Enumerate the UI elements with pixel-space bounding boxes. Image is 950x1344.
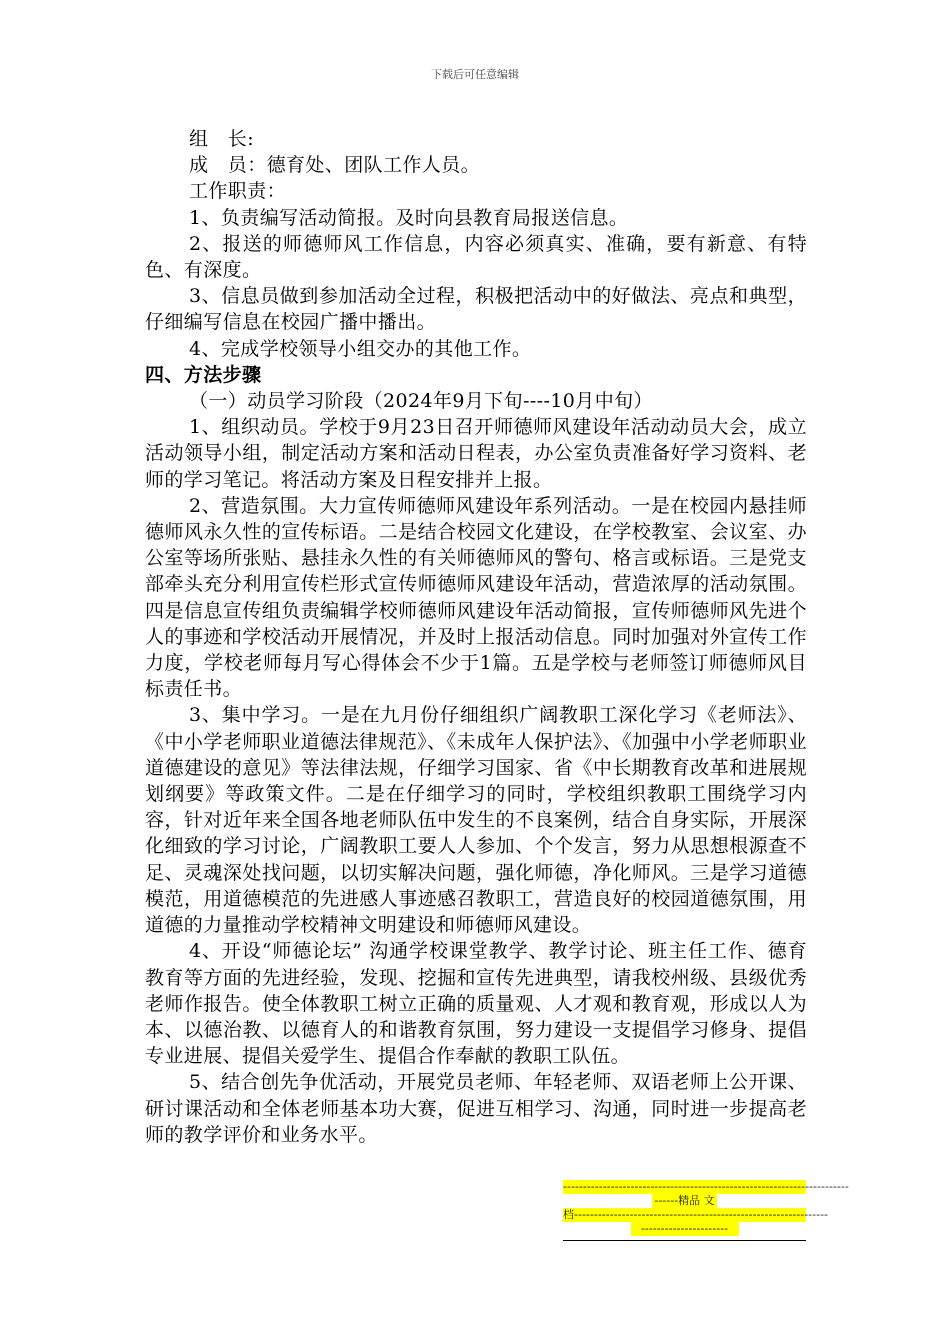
paragraph-step-3: 3、集中学习。一是在九月份仔细组织广阔教职工深化学习《老师法》、《中小学老师职业道德法律规范》、《未成年人保护法》、《加强中小学老师职业道德建设的意见》等法律法规，仔细学习国家、省《中长期教育改革和进展规划纲要》等政策文件。二是在仔细学习的同时，学校组织教职工围绕学习内容，针对近年来全国各地老师队伍中发生的不良案例，结合自身实际，开展深化细致的学习讨论，广阔教职工要人人参加、个个发言，努力从思想根源查不足、灵魂深处找问题，以切实解决问题，强化师德，净化师风。三是学习道德模范，用道德模范的先进感人事迹感召教职工，营造良好的校园道德氛围，用道德的力量推动学校精神文明建设和师德师风建设。 [145, 704, 807, 937]
paragraph-duty-2: 2、报送的师德师风工作信息，内容必须真实、准确，要有新意、有特色、有深度。 [145, 232, 807, 282]
footer-stamp [563, 1180, 849, 1241]
stamp-rule [563, 1240, 806, 1241]
paragraph-leader: 组 长: [189, 128, 255, 150]
paragraph-duty-1: 1、负责编写活动简报。及时向县教育局报送信息。 [189, 206, 629, 229]
document-body [145, 126, 807, 1148]
paragraph-duties-title: 工作职责： [189, 180, 287, 203]
paragraph-step-5: 5、结合创先争优活动，开展党员老师、年轻老师、双语老师上公开课、研讨课活动和全体老师基本功大赛，促进互相学习、沟通，同时进一步提高老师的教学评价和业务水平。 [145, 1071, 807, 1146]
stamp-label-bottom: 档---------------------------------------------------------------- [563, 1208, 829, 1221]
section-heading-methods: 四、方法步骤 [145, 363, 262, 386]
paragraph-step-1: 1、组织动员。学校于9月23日召开师德师风建设年活动动员大会，成立活动领导小组，制定活动方案和活动日程表，办公室负责准备好学习资料、老师的学习笔记。将活动方案及日程安排并上报。 [145, 416, 807, 491]
stamp-line-bottom: ---------------------- [631, 1222, 739, 1236]
paragraph-members: 成 员：德育处、团队工作人员。 [189, 154, 481, 177]
paragraph-duty-4: 4、完成学校领导小组交办的其他工作。 [189, 337, 532, 360]
paragraph-step-4: 4、开设“师德论坛” 沟通学校课堂教学、教学讨论、班主任工作、德育教育等方面的先进经验，发现、挖掘和宣传先进典型，请我校州级、县级优秀老师作报告。使全体教职工树立正确的质量观、人才观和教育观，形成以人为本、以德治教、以德育人的和谐教育氛围，努力建设一支提倡学习修身、提倡专业进展、提倡关爱学生、提倡合作奉献的教职工队伍。 [145, 940, 807, 1068]
stamp-line-top: ------------------------------------------------------------------------ [563, 1180, 849, 1193]
stamp-label-top: ------精品 文 [654, 1194, 715, 1207]
paragraph-duty-3: 3、信息员做到参加活动全过程，积极把活动中的好做法、亮点和典型，仔细编写信息在校园广播中播出。 [145, 285, 807, 334]
paragraph-phase-title: （一）动员学习阶段（2024年9月下旬----10月中旬） [189, 390, 653, 413]
paragraph-step-2: 2、营造氛围。大力宣传师德师风建设年系列活动。一是在校园内悬挂师德师风永久性的宣传标语。二是结合校园文化建设，在学校教室、会议室、办公室等场所张贴、悬挂永久性的有关师德师风的警句、格言或标语。三是党支部牵头充分利用宣传栏形式宣传师德师风建设年活动，营造浓厚的活动氛围。四是信息宣传组负责编辑学校师德师风建设年活动简报，宣传师德师风先进个人的事迹和学校活动开展情况，并及时上报活动信息。同时加强对外宣传工作力度，学校老师每月写心得体会不少于1篇。五是学校与老师签订师德师风目标责任书。 [145, 494, 807, 701]
page-header: 下载后可任意编辑 [431, 68, 519, 81]
